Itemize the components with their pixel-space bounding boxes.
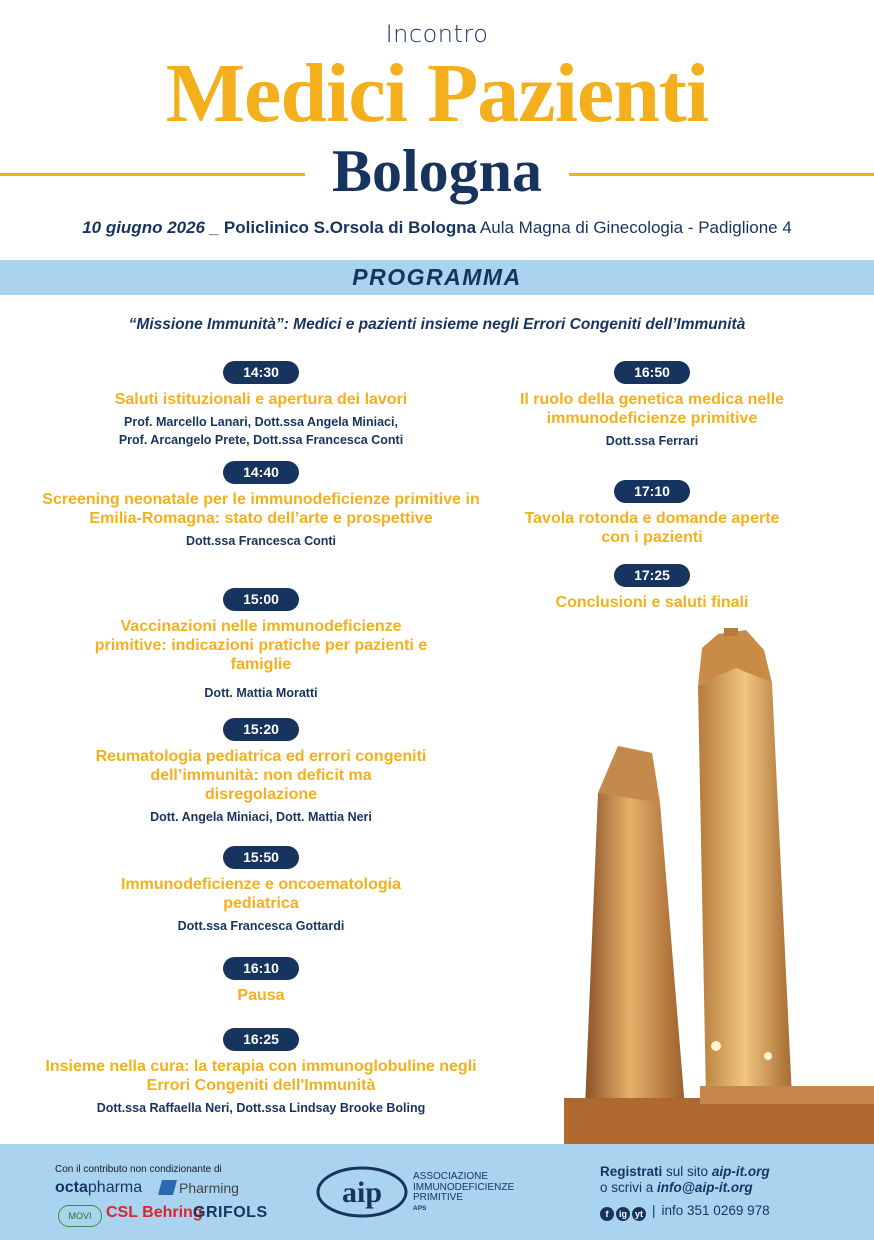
schedule-slot <box>20 718 502 826</box>
speaker-line: Dott.ssa Francesca Gottardi <box>177 919 345 933</box>
association-line: PRIMITIVE <box>413 1192 464 1203</box>
schedule-slot <box>482 564 822 612</box>
street-light <box>764 1052 772 1060</box>
divider-right <box>569 173 874 176</box>
time-badge: 15:20 <box>223 718 299 741</box>
event-info <box>0 218 874 238</box>
time-badge: 17:25 <box>614 564 690 587</box>
movi-logo: MOVI <box>58 1205 102 1227</box>
tower-base <box>564 1098 874 1144</box>
time-badge: 16:25 <box>223 1028 299 1051</box>
association-suffix: APS <box>413 1204 427 1212</box>
garisenda-tower <box>585 746 685 1108</box>
schedule-slot <box>20 1028 502 1117</box>
time-badge: 15:50 <box>223 846 299 869</box>
schedule-slot <box>20 461 502 550</box>
program-banner <box>0 260 874 295</box>
pharming-logo-text: Pharming <box>179 1180 239 1196</box>
association-line: IMMUNODEFICIENZE <box>413 1181 515 1193</box>
csl-behring-logo: CSL Behring <box>106 1204 203 1221</box>
schedule-slot <box>20 957 502 1005</box>
grifols-logo: GRIFOLS <box>193 1204 268 1221</box>
pharming-mark-icon <box>158 1180 177 1195</box>
talk-title: Insieme nella cura: la terapia con immunoglobuline negli Errori Congeniti dell'Immunità <box>45 1058 477 1094</box>
separator: | <box>652 1203 656 1218</box>
speaker-line: Prof. Arcangelo Prete, Dott.ssa Francesca Conti <box>118 433 404 447</box>
poster-footer <box>0 1144 874 1240</box>
talk-title: Conclusioni e saluti finali <box>555 594 749 611</box>
talk-title: Immunodeficienze e oncoematologia pediatrica <box>120 876 402 912</box>
time-badge: 16:10 <box>223 957 299 980</box>
talk-title: Pausa <box>237 987 285 1004</box>
speaker-line: Dott.ssa Francesca Conti <box>185 534 337 548</box>
association-line: ASSOCIAZIONE <box>413 1171 489 1182</box>
time-badge: 14:30 <box>223 361 299 384</box>
schedule-slot <box>482 480 822 547</box>
social-row <box>600 1203 770 1220</box>
event-date: 10 giugno 2026 _ <box>82 218 220 237</box>
aip-logo-text: aip <box>341 1176 383 1209</box>
speaker-line: Prof. Marcello Lanari, Dott.ssa Angela Miniaci, <box>124 415 398 429</box>
asinelli-tower <box>698 668 792 1098</box>
speaker-line: Dott.ssa Raffaella Neri, Dott.ssa Lindsay Brooke Boling <box>96 1101 426 1115</box>
program-subtitle: “Missione Immunità”: Medici e pazienti insieme negli Errori Congeniti dell’Immunità <box>128 316 746 333</box>
sponsor-caption: Con il contributo non condizionante di <box>55 1164 222 1175</box>
website-link[interactable]: aip-it.org <box>711 1164 770 1179</box>
schedule-slot <box>20 846 502 935</box>
youtube-icon[interactable]: yt <box>632 1207 646 1221</box>
time-badge: 17:10 <box>614 480 690 503</box>
phone-info: info 351 0269 978 <box>661 1203 770 1218</box>
time-badge: 15:00 <box>223 588 299 611</box>
octapharma-logo <box>55 1179 142 1197</box>
talk-title: Il ruolo della genetica medica nelle immunodeficienze primitive <box>519 391 785 427</box>
schedule-slot <box>482 361 822 450</box>
event-title: Medici Pazienti <box>165 47 709 140</box>
program-label: PROGRAMMA <box>352 264 522 290</box>
street-light <box>711 1041 721 1051</box>
city-row <box>0 136 874 206</box>
time-badge: 14:40 <box>223 461 299 484</box>
talk-title: Tavola rotonda e domande aperte con i pazienti <box>524 510 780 546</box>
aip-logo <box>316 1164 410 1218</box>
octapharma-logo-rest: pharma <box>87 1179 143 1196</box>
garisenda-top <box>598 746 660 803</box>
email-link[interactable]: info@aip-it.org <box>657 1180 753 1195</box>
speaker-line: Dott.ssa Ferrari <box>605 434 699 448</box>
pharming-logo <box>160 1180 239 1196</box>
event-venue: Policlinico S.Orsola di Bologna <box>223 218 477 237</box>
base-arcade <box>700 1086 874 1104</box>
register-text: sul sito <box>666 1164 709 1179</box>
association-name <box>413 1172 514 1214</box>
event-room: Aula Magna di Ginecologia - Padiglione 4 <box>479 218 792 237</box>
event-city: Bologna <box>331 138 543 204</box>
talk-title: Saluti istituzionali e apertura dei lavori <box>114 391 408 408</box>
email-line <box>600 1180 753 1195</box>
bologna-towers-illustration <box>560 628 874 1144</box>
register-bold: Registrati <box>600 1164 663 1179</box>
facebook-icon[interactable]: f <box>600 1207 614 1221</box>
octapharma-logo-bold: octa <box>55 1179 88 1196</box>
speaker-line: Dott. Angela Miniaci, Dott. Mattia Neri <box>150 810 372 824</box>
instagram-icon[interactable]: ig <box>616 1207 630 1221</box>
asinelli-crenel <box>724 628 738 636</box>
schedule-slot <box>20 361 502 449</box>
register-line <box>600 1164 770 1179</box>
time-badge: 16:50 <box>614 361 690 384</box>
talk-title: Vaccinazioni nelle immunodeficienze primitive: indicazioni pratiche per pazienti e famiglie <box>94 618 428 673</box>
write-text: o scrivi a <box>600 1180 654 1195</box>
speaker-line: Dott. Mattia Moratti <box>204 686 318 700</box>
schedule-slot <box>20 588 502 702</box>
event-kicker: Incontro <box>385 20 489 48</box>
talk-title: Screening neonatale per le immunodeficienze primitive in Emilia-Romagna: stato dell’arte e prospettive <box>42 491 480 527</box>
talk-title: Reumatologia pediatrica ed errori congeniti dell’immunità: non deficit ma disregolazione <box>95 748 427 803</box>
